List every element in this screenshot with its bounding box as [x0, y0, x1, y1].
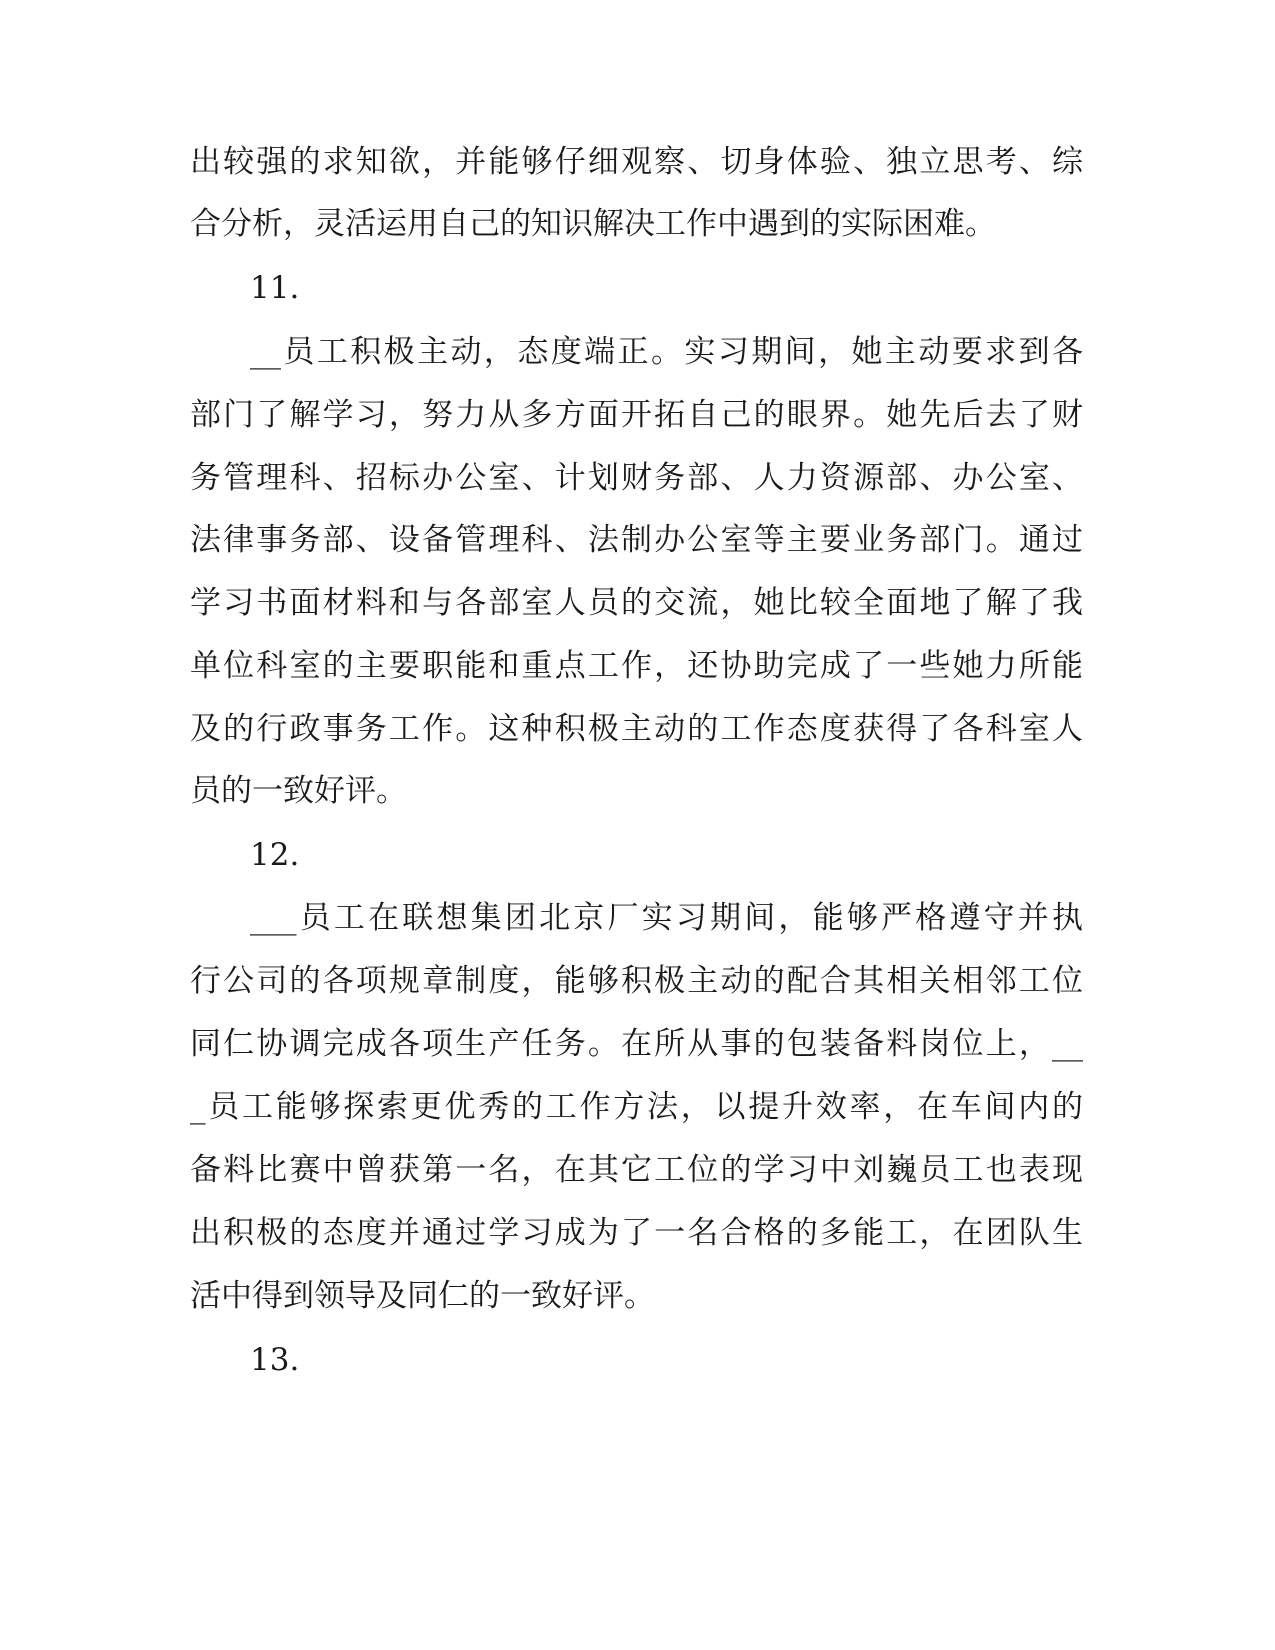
text-line: 同仁协调完成各项生产任务。在所从事的包装备料岗位上，__	[190, 1026, 1083, 1062]
text-line: ___员工在联想集团北京厂实习期间，能够严格遵守并执	[250, 900, 1083, 936]
text-line: 学习书面材料和与各部室人员的交流，她比较全面地了解了我	[190, 585, 1083, 621]
text-line: 部门了解学习，努力从多方面开拓自己的眼界。她先后去了财	[190, 397, 1083, 433]
text-line: 备料比赛中曾获第一名，在其它工位的学习中刘巍员工也表现	[190, 1152, 1083, 1188]
item-number: 13.	[250, 1342, 300, 1378]
text-line: 出较强的求知欲，并能够仔细观察、切身体验、独立思考、综	[190, 144, 1083, 180]
text-line: 行公司的各项规章制度，能够积极主动的配合其相关相邻工位	[190, 963, 1083, 999]
text-line: 单位科室的主要职能和重点工作，还协助完成了一些她力所能	[190, 648, 1083, 684]
text-line: 合分析，灵活运用自己的知识解决工作中遇到的实际困难。	[190, 206, 996, 242]
text-line: 法律事务部、设备管理科、法制办公室等主要业务部门。通过	[190, 522, 1083, 558]
item-number: 12.	[250, 837, 300, 873]
text-line: 活中得到领导及同仁的一致好评。	[190, 1278, 655, 1314]
text-line: __员工积极主动，态度端正。实习期间，她主动要求到各	[250, 334, 1083, 370]
text-line: 出积极的态度并通过学习成为了一名合格的多能工，在团队生	[190, 1215, 1083, 1251]
text-line: _员工能够探索更优秀的工作方法，以提升效率，在车间内的	[190, 1089, 1083, 1125]
item-number: 11.	[250, 270, 300, 306]
text-line: 员的一致好评。	[190, 773, 407, 809]
text-line: 务管理科、招标办公室、计划财务部、人力资源部、办公室、	[190, 460, 1083, 496]
text-line: 及的行政事务工作。这种积极主动的工作态度获得了各科室人	[190, 711, 1083, 747]
